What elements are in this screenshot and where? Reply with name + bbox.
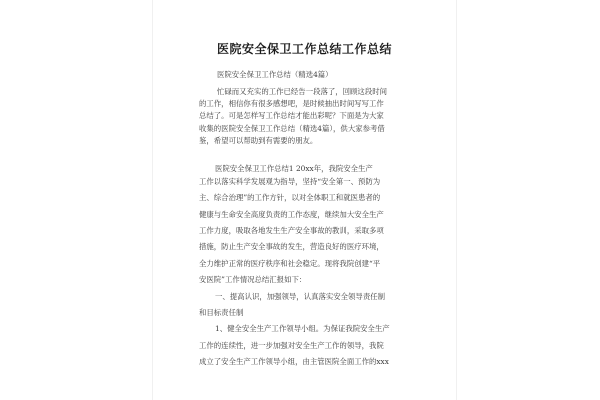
paragraph-line: 的工作，相信你有很多感想吧，是时候抽出时间写写工作: [199, 99, 384, 108]
paragraph-line: 医院安全保卫工作总结1 20xx年，我院安全生产: [215, 164, 373, 173]
paragraph-line: 工作的连续性，进一步加强对安全生产工作的领导，我院: [199, 341, 384, 350]
paragraph-line: 收集的医院安全保卫工作总结（精选4篇），供大家参考借: [199, 124, 385, 133]
document-subtitle: 医院安全保卫工作总结（精选4篇）: [217, 70, 333, 79]
paragraph-line: 健康与生命安全高度负责的工作态度，继续加大安全生产: [199, 210, 384, 219]
document-title: 医院安全保卫工作总结工作总结: [216, 42, 392, 56]
paragraph-line: 忙碌而又充实的工作已经告一段落了，回顾这段时间: [217, 87, 387, 96]
paragraph-line: 主、综合治理”的工作方针，以对全体职工和就医患者的: [199, 193, 381, 202]
document-sheet: [152, 0, 457, 400]
paragraph-line: 工作力度，吸取各地发生生产安全事故的教训，采取多项: [199, 226, 384, 235]
paragraph-line: 工作以落实科学发展观为指导，坚持“安全第一、预防为: [199, 177, 381, 186]
paragraph-line: 1、健全安全生产工作领导小组。为保证我院安全生产: [215, 324, 390, 333]
paragraph-line: 成立了安全生产工作领导小组，由主管医院全面工作的xxx: [199, 357, 389, 366]
paragraph-line: 措施，防止生产安全事故的发生，营造良好的医疗环境，: [199, 242, 384, 251]
paragraph-line: 鉴，希望可以帮助到有需要的朋友。: [199, 136, 318, 145]
paragraph-line: 总结了。可是怎样写工作总结才能出彩呢？下面是为大家: [199, 111, 384, 120]
paragraph-line: 全力维护正常的医疗秩序和社会稳定。现将我院创建“平: [199, 259, 381, 268]
section-heading: 一、提高认识，加强领导，认真落实安全领导责任制: [215, 292, 385, 301]
paragraph-line: 安医院”工作情况总结汇报如下：: [199, 275, 307, 284]
section-heading: 和目标责任制: [199, 308, 244, 317]
